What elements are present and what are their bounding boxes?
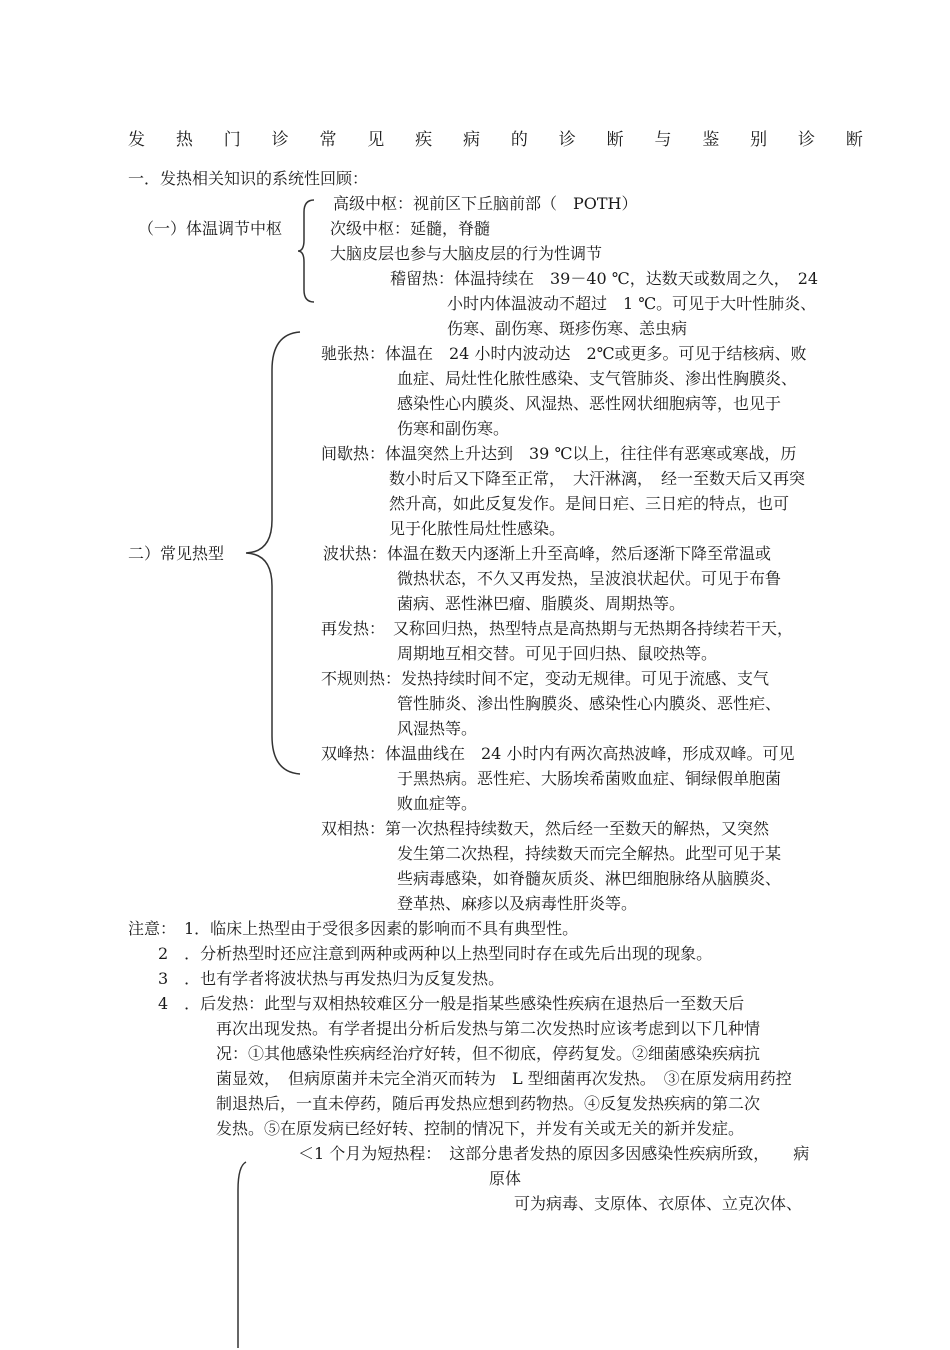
fever-type-line: 波状热：体温在数天内逐渐上升至高峰，然后逐渐下降至常温或 xyxy=(323,544,772,563)
note-line: 制退热后，一直未停药，随后再发热应想到药物热。④反复发热疾病的第二次 xyxy=(216,1094,761,1113)
note-line: 菌显效， 但病原菌并未完全消灭而转为 L 型细菌再次发热。 ③在原发病用药控 xyxy=(216,1069,792,1088)
fever-type-line: 不规则热：发热持续时间不定，变动无规律。可见于流感、支气 xyxy=(321,669,770,688)
fever-type-line: 数小时后又下降至正常， 大汗淋漓， 经一至数天后又再突 xyxy=(389,469,806,488)
title-char: 别 xyxy=(750,130,768,150)
fever-type-line: 然升高，如此反复发作。是间日疟、三日疟的特点，也可 xyxy=(389,494,790,513)
fever-type-line: 伤寒和副伤寒。 xyxy=(397,419,510,438)
fever-type-line: 发生第二次热程，持续数天而完全解热。此型可见于某 xyxy=(397,844,782,863)
note-line: 4 ．后发热：此型与双相热较难区分一般是指某些感染性疾病在退热后一至数天后 xyxy=(158,994,745,1013)
course-brace xyxy=(232,1160,252,1350)
title-char: 诊 xyxy=(271,130,289,150)
title-char: 与 xyxy=(654,130,672,150)
course-line: 原体 xyxy=(489,1169,522,1188)
fever-type-line: 见于化脓性局灶性感染。 xyxy=(389,519,566,538)
note-line: 发热。⑤在原发病已经好转、控制的情况下，并发有关或无关的新并发症。 xyxy=(216,1119,745,1138)
note-line: 2 ．分析热型时还应注意到两种或两种以上热型同时存在或先后出现的现象。 xyxy=(158,944,713,963)
fever-type-line: 小时内体温波动不超过 1 ℃。可见于大叶性肺炎、 xyxy=(447,294,817,313)
title-char: 的 xyxy=(510,130,528,150)
fever-type-line: 于黑热病。恶性疟、大肠埃希菌败血症、铜绿假单胞菌 xyxy=(397,769,782,788)
center-brace xyxy=(298,198,318,304)
fever-type-line: 感染性心内膜炎、风湿热、恶性网状细胞病等，也见于 xyxy=(397,394,782,413)
fever-type-line: 间歇热：体温突然上升达到 39 ℃以上，往往伴有恶寒或寒战，历 xyxy=(321,444,797,463)
title-char: 断 xyxy=(845,130,863,150)
note-line: 注意： 1．临床上热型由于受很多因素的影响而不具有典型性。 xyxy=(128,919,579,938)
center-item: 次级中枢：延髓，脊髓 xyxy=(330,219,491,238)
title-char: 常 xyxy=(319,130,337,150)
fever-type-line: 风湿热等。 xyxy=(397,719,478,738)
fever-type-line: 周期地互相交替。可见于回归热、鼠咬热等。 xyxy=(397,644,718,663)
note-line: 况：①其他感染性疾病经治疗好转，但不彻底，停药复发。②细菌感染疾病抗 xyxy=(216,1044,761,1063)
note-line: 3 ．也有学者将波状热与再发热归为反复发热。 xyxy=(158,969,505,988)
center-item: 大脑皮层也参与大脑皮层的行为性调节 xyxy=(330,244,603,263)
title-char: 发 xyxy=(128,130,145,150)
course-line: ＜1 个月为短热程： 这部分患者发热的原因多因感染性疾病所致， 病 xyxy=(298,1144,810,1163)
fever-type-line: 败血症等。 xyxy=(397,794,478,813)
title-char: 断 xyxy=(606,130,624,150)
title-char: 鉴 xyxy=(702,130,720,150)
title-char: 病 xyxy=(463,130,481,150)
fever-type-line: 血症、局灶性化脓性感染、支气管肺炎、渗出性胸膜炎、 xyxy=(397,369,798,388)
fever-type-line: 双相热：第一次热程持续数天，然后经一至数天的解热，又突然 xyxy=(321,819,770,838)
title-char: 门 xyxy=(223,130,241,150)
fever-type-line: 登革热、麻疹以及病毒性肝炎等。 xyxy=(397,894,638,913)
fever-type-line: 伤寒、副伤寒、斑疹伤寒、恙虫病 xyxy=(447,319,688,338)
fever-type-line: 些病毒感染，如脊髓灰质炎、淋巴细胞脉络从脑膜炎、 xyxy=(397,869,782,888)
fever-types-brace xyxy=(246,330,302,776)
title-char: 热 xyxy=(175,130,193,150)
fever-type-line: 微热状态，不久又再发热，呈波浪状起伏。可见于布鲁 xyxy=(397,569,782,588)
note-line: 再次出现发热。有学者提出分析后发热与第二次发热时应该考虑到以下几种情 xyxy=(216,1019,761,1038)
center-label: （一）体温调节中枢 xyxy=(138,219,283,238)
title-char: 诊 xyxy=(558,130,576,150)
course-line: 可为病毒、支原体、衣原体、立克次体、 xyxy=(514,1194,803,1213)
fever-type-line: 双峰热：体温曲线在 24 小时内有两次高热波峰，形成双峰。可见 xyxy=(321,744,795,763)
title-char: 疾 xyxy=(415,130,433,150)
fever-type-line: 再发热： 又称回归热，热型特点是高热期与无热期各持续若干天， xyxy=(321,619,794,638)
fever-type-line: 管性肺炎、渗出性胸膜炎、感染性心内膜炎、恶性疟、 xyxy=(397,694,782,713)
fever-type-line: 稽留热：体温持续在 39－40 ℃，达数天或数周之久， 24 xyxy=(390,269,819,288)
center-item: 高级中枢：视前区下丘脑前部（ POTH） xyxy=(333,194,638,213)
section-heading: 一．发热相关知识的系统性回顾： xyxy=(128,169,369,188)
fever-types-label: 二）常见热型 xyxy=(128,544,225,563)
document-title xyxy=(128,129,863,151)
fever-type-line: 菌病、恶性淋巴瘤、脂膜炎、周期热等。 xyxy=(397,594,686,613)
title-char: 诊 xyxy=(798,130,816,150)
title-char: 见 xyxy=(367,130,385,150)
fever-type-line: 驰张热：体温在 24 小时内波动达 2℃或更多。可见于结核病、败 xyxy=(321,344,807,363)
